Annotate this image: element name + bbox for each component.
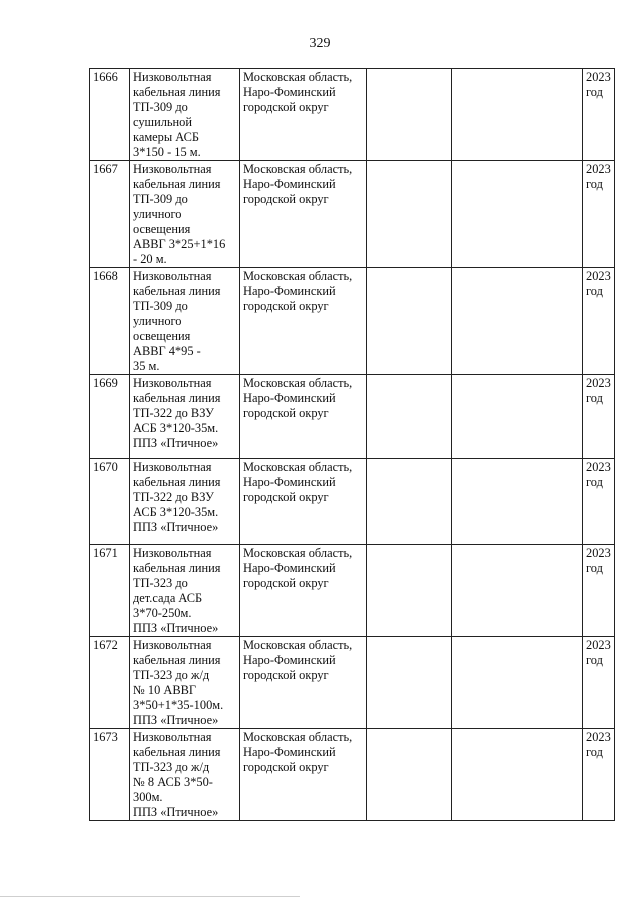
table-row <box>90 459 615 545</box>
object-description: Низковольтная кабельная линия ТП-309 до сушильной камеры АСБ 3*150 - 15 м. <box>130 69 240 161</box>
object-description: Низковольтная кабельная линия ТП-309 до уличного освещения АВВГ 3*25+1*16 - 20 м. <box>130 161 240 268</box>
cell-col4 <box>367 729 452 821</box>
cell-col5 <box>452 637 583 729</box>
row-number: 1668 <box>90 268 130 375</box>
object-location: Московская область, Наро-Фоминский городской округ <box>240 729 367 821</box>
table-row <box>90 161 615 268</box>
page-number: 329 <box>309 36 331 51</box>
row-number: 1669 <box>90 375 130 459</box>
object-location: Московская область, Наро-Фоминский городской округ <box>240 69 367 161</box>
row-number: 1666 <box>90 69 130 161</box>
cell-col4 <box>367 268 452 375</box>
cell-col5 <box>452 375 583 459</box>
object-location: Московская область, Наро-Фоминский городской округ <box>240 545 367 637</box>
year-cell: 2023 год <box>583 545 615 637</box>
cell-col4 <box>367 161 452 268</box>
row-number: 1672 <box>90 637 130 729</box>
cell-col5 <box>452 545 583 637</box>
year-cell: 2023 год <box>583 69 615 161</box>
table-row <box>90 375 615 459</box>
cell-col5 <box>452 161 583 268</box>
object-description: Низковольтная кабельная линия ТП-323 до ж/д № 8 АСБ 3*50- 300м. ППЗ «Птичное» <box>130 729 240 821</box>
year-cell: 2023 год <box>583 729 615 821</box>
cell-col5 <box>452 459 583 545</box>
year-cell: 2023 год <box>583 459 615 545</box>
year-cell: 2023 год <box>583 268 615 375</box>
cell-col4 <box>367 459 452 545</box>
object-location: Московская область, Наро-Фоминский городской округ <box>240 637 367 729</box>
cell-col4 <box>367 69 452 161</box>
cell-col4 <box>367 375 452 459</box>
cell-col4 <box>367 637 452 729</box>
object-description: Низковольтная кабельная линия ТП-309 до уличного освещения АВВГ 4*95 - 35 м. <box>130 268 240 375</box>
page-bottom-rule <box>0 896 300 897</box>
object-location: Московская область, Наро-Фоминский городской округ <box>240 375 367 459</box>
row-number: 1667 <box>90 161 130 268</box>
object-description: Низковольтная кабельная линия ТП-322 до ВЗУ АСБ 3*120-35м. ППЗ «Птичное» <box>130 459 240 545</box>
object-description: Низковольтная кабельная линия ТП-323 до дет.сада АСБ 3*70-250м. ППЗ «Птичное» <box>130 545 240 637</box>
cell-col5 <box>452 729 583 821</box>
object-location: Московская область, Наро-Фоминский городской округ <box>240 268 367 375</box>
row-number: 1671 <box>90 545 130 637</box>
table-row <box>90 69 615 161</box>
year-cell: 2023 год <box>583 637 615 729</box>
table-row <box>90 637 615 729</box>
table-row <box>90 545 615 637</box>
cell-col4 <box>367 545 452 637</box>
table-row <box>90 729 615 821</box>
object-description: Низковольтная кабельная линия ТП-323 до ж/д № 10 АВВГ 3*50+1*35-100м. ППЗ «Птичное» <box>130 637 240 729</box>
year-cell: 2023 год <box>583 375 615 459</box>
object-location: Московская область, Наро-Фоминский городской округ <box>240 161 367 268</box>
table-row <box>90 268 615 375</box>
cell-col5 <box>452 268 583 375</box>
row-number: 1670 <box>90 459 130 545</box>
object-description: Низковольтная кабельная линия ТП-322 до ВЗУ АСБ 3*120-35м. ППЗ «Птичное» <box>130 375 240 459</box>
object-location: Московская область, Наро-Фоминский городской округ <box>240 459 367 545</box>
registry-table <box>89 68 615 821</box>
cell-col5 <box>452 69 583 161</box>
year-cell: 2023 год <box>583 161 615 268</box>
row-number: 1673 <box>90 729 130 821</box>
